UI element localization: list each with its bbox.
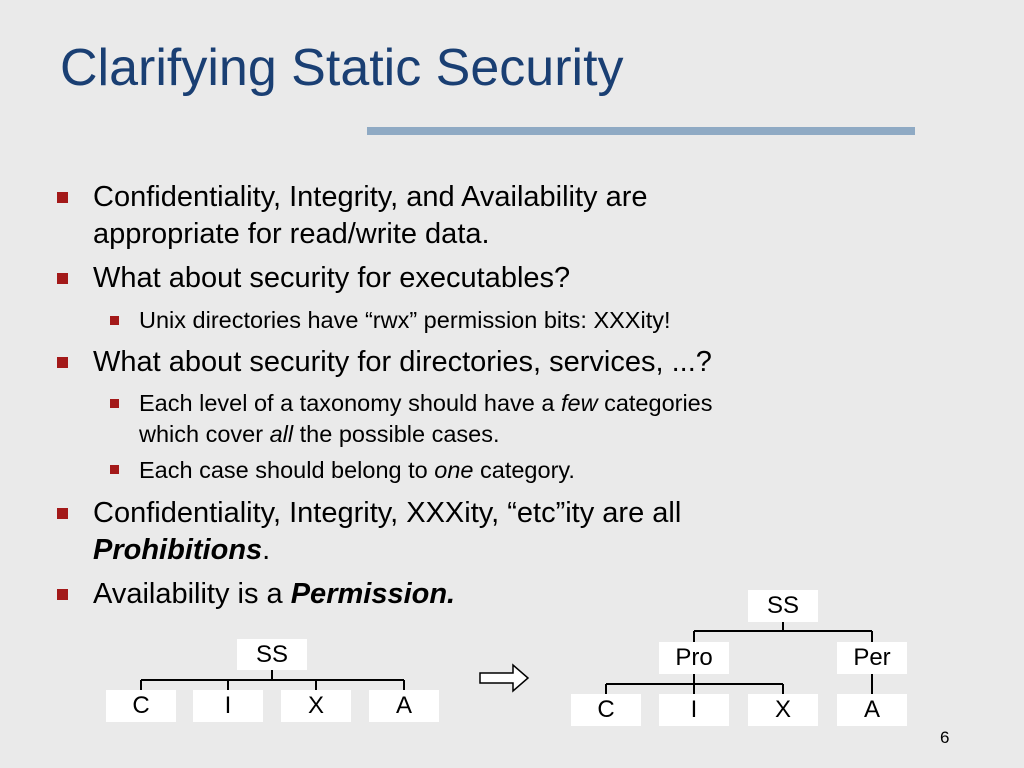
tree-left-child-i: I — [193, 690, 263, 722]
emphasis-all: all — [269, 421, 294, 447]
text-span: the possible cases. — [293, 421, 500, 447]
bullet-1-line-2: appropriate for read/write data. — [93, 218, 490, 250]
tree-right-permissions: Per — [837, 642, 907, 674]
bullet-3: What about security for directories, services, ...? — [93, 346, 712, 378]
tree-right-root: SS — [748, 590, 818, 622]
text-span: Each case should belong to — [139, 457, 435, 483]
tree-left-root: SS — [237, 639, 307, 670]
bullet-1-line-1: Confidentiality, Integrity, and Availability are — [93, 181, 648, 213]
bullet-2: What about security for executables? — [93, 262, 571, 294]
text-span: category. — [473, 457, 575, 483]
tree-right-leaf-a: A — [837, 694, 907, 726]
text-span: which cover — [139, 421, 270, 447]
tree-left-child-x: X — [281, 690, 351, 722]
text-span: categories — [597, 390, 713, 416]
bullet-2-sub-1: Unix directories have “rwx” permission bits: XXXity! — [139, 307, 671, 333]
tree-left-child-c: C — [106, 690, 176, 722]
emphasis-prohibitions: Prohibitions — [93, 534, 263, 566]
bullet-4-line-1: Confidentiality, Integrity, XXXity, “etc”ity are all — [93, 497, 682, 529]
text-span: Availability is a — [93, 578, 291, 610]
tree-right-leaf-c: C — [571, 694, 641, 726]
text-span: . — [262, 534, 271, 566]
tree-right-leaf-x: X — [748, 694, 818, 726]
right-arrow-icon — [480, 665, 528, 691]
page-number: 6 — [940, 728, 950, 747]
tree-right-leaf-i: I — [659, 694, 729, 726]
tree-right-prohibitions: Pro — [659, 642, 729, 674]
emphasis-few: few — [560, 390, 598, 416]
emphasis-permission: Permission. — [290, 578, 456, 610]
slide-title: Clarifying Static Security — [60, 39, 624, 97]
emphasis-one: one — [434, 457, 474, 483]
tree-left-child-a: A — [369, 690, 439, 722]
text-span: Each level of a taxonomy should have a — [139, 390, 561, 416]
